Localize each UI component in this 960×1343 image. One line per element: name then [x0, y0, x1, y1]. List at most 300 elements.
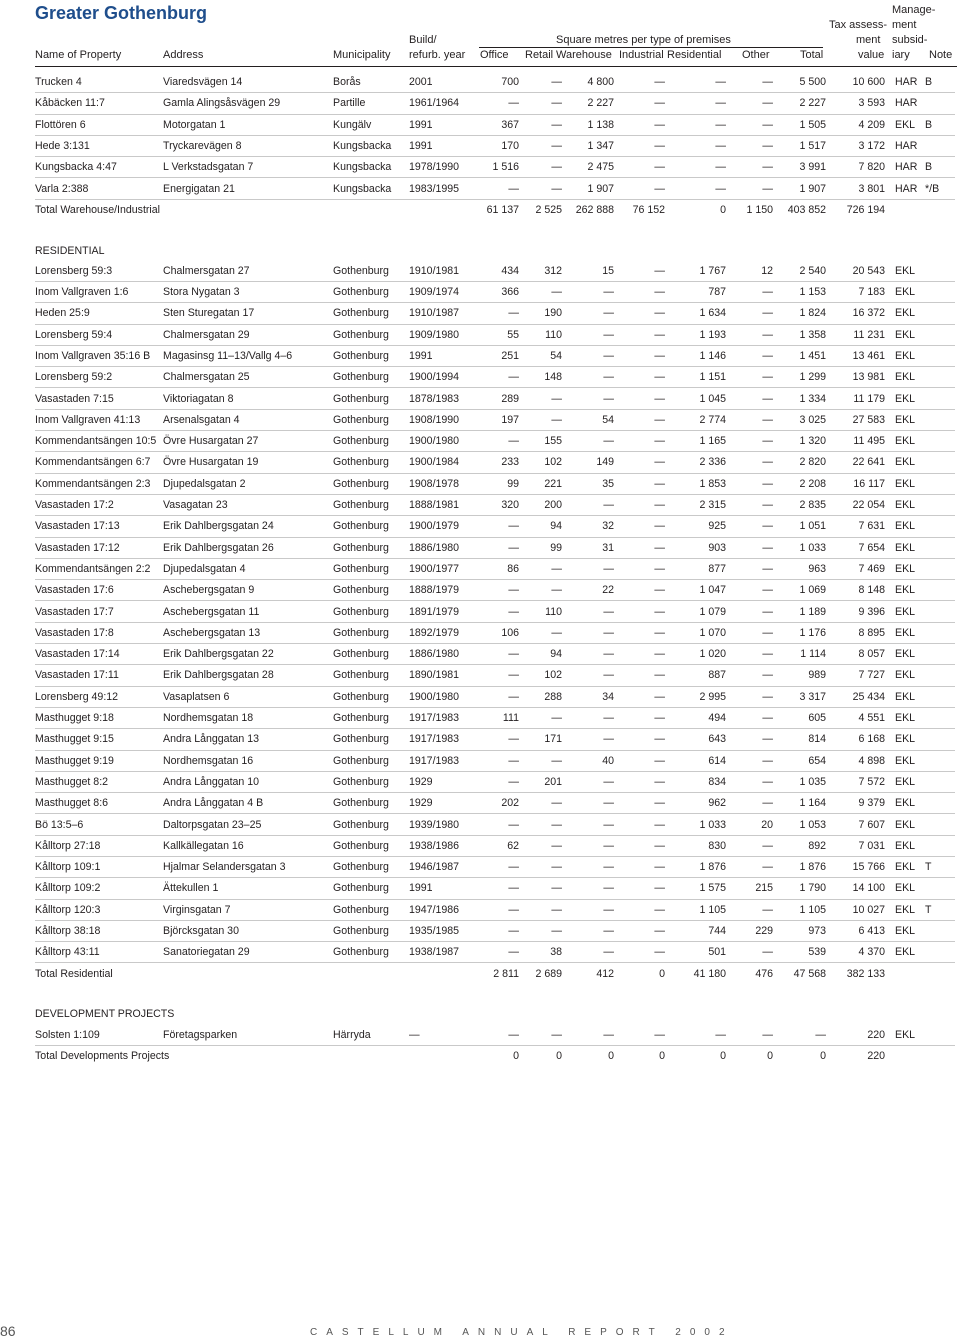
table-cell: 1 138: [562, 114, 614, 135]
table-cell: [885, 899, 895, 920]
table-cell: [885, 93, 895, 114]
table-cell: —: [469, 899, 519, 920]
table-cell: Gothenburg: [333, 750, 409, 771]
table-cell: 1991: [409, 878, 469, 899]
table-cell: —: [665, 114, 726, 135]
table-cell: —: [519, 388, 562, 409]
table-cell: —: [562, 281, 614, 302]
table-cell: [925, 622, 955, 643]
total-cell: 61 137: [486, 203, 519, 216]
table-cell: 14 100: [826, 878, 885, 899]
table-cell: 1 165: [665, 431, 726, 452]
table-cell: */B: [925, 178, 955, 199]
total-label: Total Developments Projects: [35, 1049, 170, 1062]
col-header-tax-1: Tax assess-: [829, 19, 888, 31]
table-cell: —: [469, 771, 519, 792]
col-header-other: Other: [742, 49, 770, 61]
table-row: [35, 622, 955, 643]
table-cell: 102: [519, 452, 562, 473]
table-cell: Erik Dahlbergsgatan 28: [163, 665, 333, 686]
table-cell: 1 853: [665, 473, 726, 494]
table-cell: —: [469, 178, 519, 199]
table-cell: —: [614, 367, 665, 388]
table-row: [35, 473, 955, 494]
table-cell: [885, 729, 895, 750]
table-cell: 111: [469, 707, 519, 728]
table-cell: Gothenburg: [333, 388, 409, 409]
table-cell: —: [519, 814, 562, 835]
table-cell: Vasastaden 17:14: [35, 644, 163, 665]
total-cell: 0: [659, 967, 665, 980]
table-cell: —: [469, 516, 519, 537]
table-cell: 830: [665, 835, 726, 856]
table-cell: —: [726, 494, 773, 515]
table-cell: EKL: [895, 558, 925, 579]
table-cell: 1891/1979: [409, 601, 469, 622]
table-cell: [925, 324, 955, 345]
table-cell: 1 079: [665, 601, 726, 622]
table-cell: [885, 431, 895, 452]
total-row: [35, 963, 955, 984]
table-row: [35, 303, 955, 324]
table-cell: 1909/1980: [409, 324, 469, 345]
table-cell: EKL: [895, 114, 925, 135]
table-cell: —: [614, 729, 665, 750]
table-cell: —: [614, 644, 665, 665]
table-cell: [885, 452, 895, 473]
col-header-tax-3: value: [858, 49, 885, 61]
table-cell: 787: [665, 281, 726, 302]
table-cell: —: [614, 622, 665, 643]
total-cell: 0: [820, 1049, 826, 1062]
total-cell: 0: [720, 1049, 726, 1062]
table-cell: 434: [469, 261, 519, 282]
table-cell: EKL: [895, 324, 925, 345]
table-cell: 99: [519, 537, 562, 558]
table-cell: 5 500: [773, 72, 826, 93]
table-cell: Kålltorp 109:2: [35, 878, 163, 899]
table-cell: EKL: [895, 367, 925, 388]
total-cell: 2 811: [493, 967, 519, 980]
table-cell: 2 208: [773, 473, 826, 494]
table-cell: 1 907: [562, 178, 614, 199]
table-cell: 1 193: [665, 324, 726, 345]
table-cell: 4 551: [826, 707, 885, 728]
table-cell: [885, 135, 895, 156]
table-row: [35, 644, 955, 665]
table-cell: [885, 345, 895, 366]
table-cell: —: [665, 72, 726, 93]
table-cell: —: [519, 580, 562, 601]
table-cell: Vasastaden 17:13: [35, 516, 163, 537]
table-row: [35, 835, 955, 856]
table-cell: —: [726, 771, 773, 792]
table-cell: —: [726, 431, 773, 452]
table-cell: [925, 707, 955, 728]
table-cell: —: [562, 665, 614, 686]
table-cell: —: [726, 303, 773, 324]
spacer-cell: [35, 984, 955, 1004]
table-row: [35, 324, 955, 345]
total-cell: 476: [755, 967, 773, 980]
table-cell: [885, 878, 895, 899]
table-cell: 1890/1981: [409, 665, 469, 686]
table-cell: 15 766: [826, 856, 885, 877]
table-cell: Gothenburg: [333, 942, 409, 963]
table-cell: 215: [726, 878, 773, 899]
table-cell: Gothenburg: [333, 856, 409, 877]
table-row: [35, 878, 955, 899]
spacer-cell: [35, 220, 955, 240]
table-cell: Inom Vallgraven 35:16 B: [35, 345, 163, 366]
table-cell: —: [614, 261, 665, 282]
table-cell: Hjalmar Selandersgatan 3: [163, 856, 333, 877]
table-cell: Gothenburg: [333, 835, 409, 856]
table-cell: 1900/1977: [409, 558, 469, 579]
table-cell: —: [726, 178, 773, 199]
table-cell: 11 231: [826, 324, 885, 345]
table-cell: —: [614, 72, 665, 93]
table-cell: —: [469, 537, 519, 558]
table-cell: —: [519, 93, 562, 114]
table-cell: 22 054: [826, 494, 885, 515]
total-cell: 76 152: [632, 203, 665, 216]
table-cell: 1 790: [773, 878, 826, 899]
table-cell: [925, 665, 955, 686]
table-cell: 3 172: [826, 135, 885, 156]
table-cell: 3 025: [773, 409, 826, 430]
table-cell: [885, 942, 895, 963]
table-cell: —: [726, 281, 773, 302]
table-cell: 1978/1990: [409, 157, 469, 178]
table-cell: —: [726, 157, 773, 178]
table-cell: —: [469, 942, 519, 963]
table-cell: 1 051: [773, 516, 826, 537]
table-cell: [885, 1024, 895, 1045]
table-cell: 366: [469, 281, 519, 302]
table-cell: [925, 771, 955, 792]
table-cell: [885, 178, 895, 199]
table-cell: 94: [519, 644, 562, 665]
table-cell: Vasastaden 17:12: [35, 537, 163, 558]
table-cell: Gothenburg: [333, 261, 409, 282]
table-cell: 1991: [409, 135, 469, 156]
table-cell: EKL: [895, 729, 925, 750]
table-cell: 1 047: [665, 580, 726, 601]
table-cell: 54: [519, 345, 562, 366]
table-cell: 2 227: [773, 93, 826, 114]
table-cell: —: [665, 157, 726, 178]
table-cell: Vasastaden 17:7: [35, 601, 163, 622]
table-cell: 221: [519, 473, 562, 494]
empty-cell: [885, 199, 895, 220]
table-cell: —: [726, 114, 773, 135]
table-cell: —: [562, 793, 614, 814]
table-cell: —: [614, 409, 665, 430]
table-row: [35, 580, 955, 601]
table-row: [35, 558, 955, 579]
table-cell: Gothenburg: [333, 878, 409, 899]
table-cell: —: [614, 601, 665, 622]
table-cell: —: [614, 494, 665, 515]
table-cell: 1886/1980: [409, 644, 469, 665]
table-cell: —: [469, 750, 519, 771]
table-cell: [885, 261, 895, 282]
table-cell: Kommendantsängen 2:2: [35, 558, 163, 579]
table-cell: Nordhemsgatan 18: [163, 707, 333, 728]
table-cell: 2001: [409, 72, 469, 93]
empty-cell: [895, 963, 925, 984]
table-cell: Gothenburg: [333, 814, 409, 835]
table-cell: Kommendantsängen 6:7: [35, 452, 163, 473]
table-cell: 1 517: [773, 135, 826, 156]
table-cell: [925, 942, 955, 963]
table-cell: 1900/1979: [409, 516, 469, 537]
table-cell: Kommendantsängen 10:5: [35, 431, 163, 452]
table-cell: [925, 835, 955, 856]
table-cell: [885, 686, 895, 707]
table-cell: Kungsbacka 4:47: [35, 157, 163, 178]
table-cell: —: [519, 750, 562, 771]
table-cell: Vasagatan 23: [163, 494, 333, 515]
table-cell: —: [469, 665, 519, 686]
total-cell: 0: [556, 1049, 562, 1062]
table-cell: 1 767: [665, 261, 726, 282]
table-cell: Gothenburg: [333, 409, 409, 430]
table-cell: [885, 622, 895, 643]
section-label: RESIDENTIAL: [35, 244, 105, 257]
table-cell: —: [614, 771, 665, 792]
table-cell: Gothenburg: [333, 686, 409, 707]
table-row: [35, 793, 955, 814]
table-cell: Vasastaden 17:11: [35, 665, 163, 686]
table-row: [35, 431, 955, 452]
table-cell: 1888/1979: [409, 580, 469, 601]
table-cell: 1892/1979: [409, 622, 469, 643]
table-cell: B: [925, 114, 955, 135]
empty-cell: [895, 199, 925, 220]
table-cell: Kommendantsängen 2:3: [35, 473, 163, 494]
table-cell: —: [519, 920, 562, 941]
table-cell: 2 315: [665, 494, 726, 515]
table-cell: Kungsbacka: [333, 157, 409, 178]
table-cell: 1 176: [773, 622, 826, 643]
table-cell: 289: [469, 388, 519, 409]
table-cell: [885, 409, 895, 430]
table-cell: —: [726, 516, 773, 537]
col-header-name: Name of Property: [35, 49, 122, 61]
table-cell: —: [562, 729, 614, 750]
table-row: [35, 72, 955, 93]
table-cell: —: [614, 856, 665, 877]
table-cell: Motorgatan 1: [163, 114, 333, 135]
table-cell: —: [614, 473, 665, 494]
table-cell: 200: [519, 494, 562, 515]
table-cell: 1900/1980: [409, 686, 469, 707]
table-cell: Gothenburg: [333, 452, 409, 473]
table-cell: 1991: [409, 114, 469, 135]
table-cell: —: [469, 580, 519, 601]
table-cell: —: [519, 409, 562, 430]
empty-cell: [925, 199, 955, 220]
empty-cell: [925, 963, 955, 984]
table-cell: 1910/1981: [409, 261, 469, 282]
table-cell: Gothenburg: [333, 558, 409, 579]
col-header-mgmt-1: Manage-: [892, 4, 936, 16]
table-cell: 4 800: [562, 72, 614, 93]
table-cell: Ättekullen 1: [163, 878, 333, 899]
table-cell: —: [562, 494, 614, 515]
table-cell: —: [562, 303, 614, 324]
table-cell: EKL: [895, 771, 925, 792]
table-cell: —: [562, 558, 614, 579]
section-header: [35, 1004, 955, 1024]
total-row: [35, 199, 955, 220]
table-cell: —: [562, 878, 614, 899]
table-cell: Kungsbacka: [333, 135, 409, 156]
table-cell: HAR: [895, 72, 925, 93]
table-cell: Chalmersgatan 27: [163, 261, 333, 282]
col-header-tax-2: ment: [856, 34, 881, 46]
table-cell: Gamla Alingsåsvägen 29: [163, 93, 333, 114]
table-cell: 86: [469, 558, 519, 579]
table-cell: —: [562, 899, 614, 920]
table-cell: [885, 920, 895, 941]
table-cell: [925, 367, 955, 388]
table-cell: [885, 157, 895, 178]
table-row: [35, 157, 955, 178]
table-cell: EKL: [895, 303, 925, 324]
table-cell: Magasinsg 11–13/Vallg 4–6: [163, 345, 333, 366]
table-cell: —: [614, 558, 665, 579]
table-cell: T: [925, 899, 955, 920]
table-cell: 1 070: [665, 622, 726, 643]
table-cell: —: [726, 473, 773, 494]
table-cell: —: [726, 345, 773, 366]
table-cell: Gothenburg: [333, 494, 409, 515]
table-cell: 148: [519, 367, 562, 388]
table-cell: 7 469: [826, 558, 885, 579]
table-cell: Vasastaden 17:8: [35, 622, 163, 643]
table-cell: Varla 2:388: [35, 178, 163, 199]
table-cell: —: [726, 707, 773, 728]
table-cell: Djupedalsgatan 2: [163, 473, 333, 494]
table-cell: 7 820: [826, 157, 885, 178]
table-cell: 110: [519, 324, 562, 345]
table-cell: 700: [469, 72, 519, 93]
table-cell: [925, 494, 955, 515]
table-cell: Viktoriagatan 8: [163, 388, 333, 409]
table-cell: 643: [665, 729, 726, 750]
table-cell: Stora Nygatan 3: [163, 281, 333, 302]
table-cell: Erik Dahlbergsgatan 26: [163, 537, 333, 558]
table-cell: —: [562, 835, 614, 856]
table-cell: —: [614, 665, 665, 686]
table-cell: —: [469, 878, 519, 899]
table-cell: [925, 601, 955, 622]
total-row: [35, 1045, 955, 1066]
table-cell: EKL: [895, 431, 925, 452]
table-cell: —: [614, 1024, 665, 1045]
table-cell: —: [469, 1024, 519, 1045]
col-header-mgmt-3: subsid-: [892, 34, 928, 46]
table-cell: [925, 516, 955, 537]
table-cell: Aschebergsgatan 13: [163, 622, 333, 643]
table-cell: Gothenburg: [333, 793, 409, 814]
table-cell: 16 117: [826, 473, 885, 494]
table-cell: —: [519, 793, 562, 814]
table-cell: Sten Sturegatan 17: [163, 303, 333, 324]
table-cell: 2 540: [773, 261, 826, 282]
table-cell: [885, 750, 895, 771]
table-cell: 1 153: [773, 281, 826, 302]
table-cell: —: [614, 452, 665, 473]
table-cell: HAR: [895, 135, 925, 156]
table-cell: 288: [519, 686, 562, 707]
table-cell: —: [614, 157, 665, 178]
table-cell: —: [614, 345, 665, 366]
table-row: [35, 856, 955, 877]
table-cell: —: [562, 431, 614, 452]
table-row: [35, 516, 955, 537]
table-cell: 1917/1983: [409, 729, 469, 750]
table-cell: —: [519, 558, 562, 579]
table-cell: Trucken 4: [35, 72, 163, 93]
table-cell: 10 600: [826, 72, 885, 93]
table-row: [35, 814, 955, 835]
table-cell: [925, 93, 955, 114]
table-cell: —: [726, 452, 773, 473]
table-cell: —: [409, 1024, 469, 1045]
table-cell: 10 027: [826, 899, 885, 920]
table-cell: 1938/1987: [409, 942, 469, 963]
total-cell: 0: [659, 1049, 665, 1062]
table-cell: —: [562, 771, 614, 792]
table-cell: Gothenburg: [333, 707, 409, 728]
table-cell: 903: [665, 537, 726, 558]
table-cell: [885, 473, 895, 494]
table-cell: Gothenburg: [333, 665, 409, 686]
table-cell: —: [726, 750, 773, 771]
table-cell: 1 824: [773, 303, 826, 324]
table-cell: 1900/1994: [409, 367, 469, 388]
table-cell: 7 727: [826, 665, 885, 686]
table-cell: Kålltorp 109:1: [35, 856, 163, 877]
table-cell: [925, 409, 955, 430]
table-cell: 814: [773, 729, 826, 750]
table-cell: —: [469, 644, 519, 665]
table-cell: —: [519, 856, 562, 877]
table-cell: [925, 261, 955, 282]
table-cell: EKL: [895, 750, 925, 771]
table-cell: 1 876: [773, 856, 826, 877]
table-row: [35, 114, 955, 135]
table-cell: Gothenburg: [333, 516, 409, 537]
table-cell: 55: [469, 324, 519, 345]
table-cell: Gothenburg: [333, 537, 409, 558]
table-cell: Chalmersgatan 29: [163, 324, 333, 345]
table-cell: [885, 835, 895, 856]
page-title: Greater Gothenburg: [35, 3, 208, 23]
table-cell: T: [925, 856, 955, 877]
table-cell: —: [726, 622, 773, 643]
table-cell: 32: [562, 516, 614, 537]
table-cell: 229: [726, 920, 773, 941]
table-row: [35, 281, 955, 302]
table-cell: —: [726, 856, 773, 877]
table-cell: Lorensberg 59:2: [35, 367, 163, 388]
table-cell: 1917/1983: [409, 750, 469, 771]
